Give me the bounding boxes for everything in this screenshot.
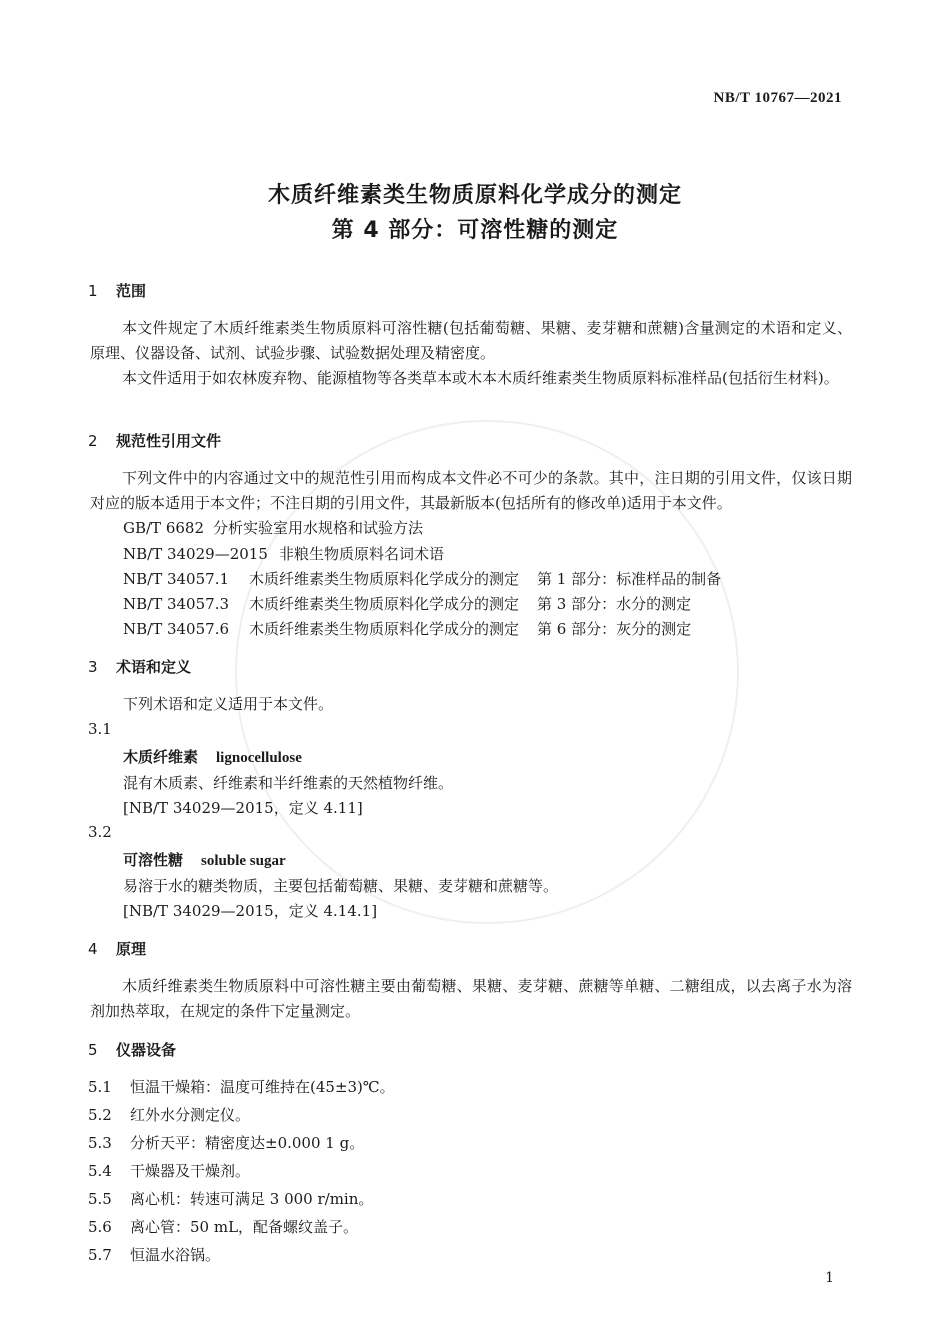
term-source: [NB/T 34029—2015，定义 4.14.1] — [123, 902, 378, 920]
reference-title: 分析实验室用水规格和试验方法 — [213, 519, 424, 537]
item-number: 5.7 — [88, 1246, 112, 1264]
reference-code: NB/T 34057.3 — [123, 595, 230, 613]
term-entry — [123, 746, 302, 767]
reference-part: 第 3 部分：水分的测定 — [537, 595, 692, 613]
section-2-paragraph-1: 下列文件中的内容通过文中的规范性引用而构成本文件必不可少的条款。其中，注日期的引用文件，仅该日期对应的版本适用于本文件；不注日期的引用文件，其最新版本(包括所有的修改单)适用于本文件。 — [90, 469, 852, 512]
reference-title: 非粮生物质原料名词术语 — [279, 545, 445, 563]
item-number: 5.6 — [88, 1218, 112, 1236]
item-text: 离心管：50 mL，配备螺纹盖子。 — [130, 1218, 359, 1236]
term-chinese: 可溶性糖 — [123, 851, 184, 869]
section-title: 规范性引用文件 — [116, 432, 222, 450]
item-number: 5.5 — [88, 1190, 112, 1208]
item-number: 5.3 — [88, 1134, 112, 1152]
reference-item — [123, 618, 691, 639]
section-number: 3 — [88, 658, 98, 676]
equipment-item — [88, 1244, 220, 1265]
term-entry — [123, 849, 286, 870]
item-text: 恒温干燥箱：温度可维持在(45±3)℃。 — [130, 1078, 395, 1096]
item-number: 5.2 — [88, 1106, 112, 1124]
equipment-item — [88, 1188, 373, 1209]
item-text: 分析天平：精密度达±0.000 1 g。 — [130, 1134, 365, 1152]
term-english: soluble sugar — [201, 853, 286, 869]
reference-code: NB/T 34057.6 — [123, 620, 230, 638]
item-text: 离心机：转速可满足 3 000 r/min。 — [130, 1190, 374, 1208]
document-subtitle: 第 4 部分：可溶性糖的测定 — [331, 218, 619, 243]
reference-code: NB/T 34057.1 — [123, 570, 230, 588]
section-2-heading — [88, 430, 221, 451]
section-3-heading — [88, 656, 191, 677]
item-text: 干燥器及干燥剂。 — [130, 1162, 251, 1180]
equipment-item — [88, 1132, 364, 1153]
reference-part: 第 6 部分：灰分的测定 — [537, 620, 692, 638]
subsection-number: 3.2 — [88, 823, 112, 841]
equipment-item — [88, 1160, 250, 1181]
term-chinese: 木质纤维素 — [123, 748, 199, 766]
term-definition: 易溶于水的糖类物质，主要包括葡萄糖、果糖、麦芽糖和蔗糖等。 — [123, 877, 559, 895]
section-5-heading — [88, 1039, 176, 1060]
section-number: 4 — [88, 940, 98, 958]
equipment-item — [88, 1216, 358, 1237]
section-number: 2 — [88, 432, 98, 450]
reference-part: 第 1 部分：标准样品的制备 — [537, 570, 722, 588]
equipment-item — [88, 1104, 250, 1125]
equipment-item — [88, 1076, 395, 1097]
reference-title: 木质纤维素类生物质原料化学成分的测定 — [249, 620, 520, 638]
reference-title: 木质纤维素类生物质原料化学成分的测定 — [249, 595, 520, 613]
section-1-paragraph-1: 本文件规定了木质纤维素类生物质原料可溶性糖(包括葡萄糖、果糖、麦芽糖和蔗糖)含量测定的术语和定义、原理、仪器设备、试剂、试验步骤、试验数据处理及精密度。 — [90, 319, 852, 362]
reference-title: 木质纤维素类生物质原料化学成分的测定 — [249, 570, 520, 588]
section-4-paragraph-1: 木质纤维素类生物质原料中可溶性糖主要由葡萄糖、果糖、麦芽糖、蔗糖等单糖、二糖组成，以去离子水为溶剂加热萃取，在规定的条件下定量测定。 — [90, 977, 852, 1020]
section-1-heading — [88, 280, 146, 301]
standard-number: NB/T 10767—2021 — [713, 90, 842, 106]
reference-code: GB/T 6682 — [123, 519, 205, 537]
section-3-intro: 下列术语和定义适用于本文件。 — [123, 695, 334, 713]
term-definition: 混有木质素、纤维素和半纤维素的天然植物纤维。 — [123, 774, 454, 792]
reference-item — [123, 517, 423, 538]
section-number: 5 — [88, 1041, 98, 1059]
section-title: 术语和定义 — [116, 658, 192, 676]
section-title: 范围 — [116, 282, 147, 300]
page-number: 1 — [825, 1270, 834, 1286]
section-4-heading — [88, 938, 146, 959]
section-number: 1 — [88, 282, 98, 300]
subsection-number: 3.1 — [88, 720, 112, 738]
item-number: 5.1 — [88, 1078, 112, 1096]
reference-item — [123, 543, 444, 564]
reference-item — [123, 593, 691, 614]
document-title: 木质纤维素类生物质原料化学成分的测定 — [267, 183, 682, 208]
section-title: 原理 — [116, 940, 147, 958]
reference-item — [123, 568, 721, 589]
item-text: 红外水分测定仪。 — [130, 1106, 251, 1124]
section-title: 仪器设备 — [116, 1041, 177, 1059]
item-text: 恒温水浴锅。 — [130, 1246, 221, 1264]
term-english: lignocellulose — [216, 750, 302, 766]
term-source: [NB/T 34029—2015，定义 4.11] — [123, 799, 363, 817]
section-1-paragraph-2: 本文件适用于如农林废弃物、能源植物等各类草本或木本木质纤维素类生物质原料标准样品(包括衍生材料)。 — [122, 369, 839, 387]
reference-code: NB/T 34029—2015 — [123, 545, 268, 563]
item-number: 5.4 — [88, 1162, 112, 1180]
